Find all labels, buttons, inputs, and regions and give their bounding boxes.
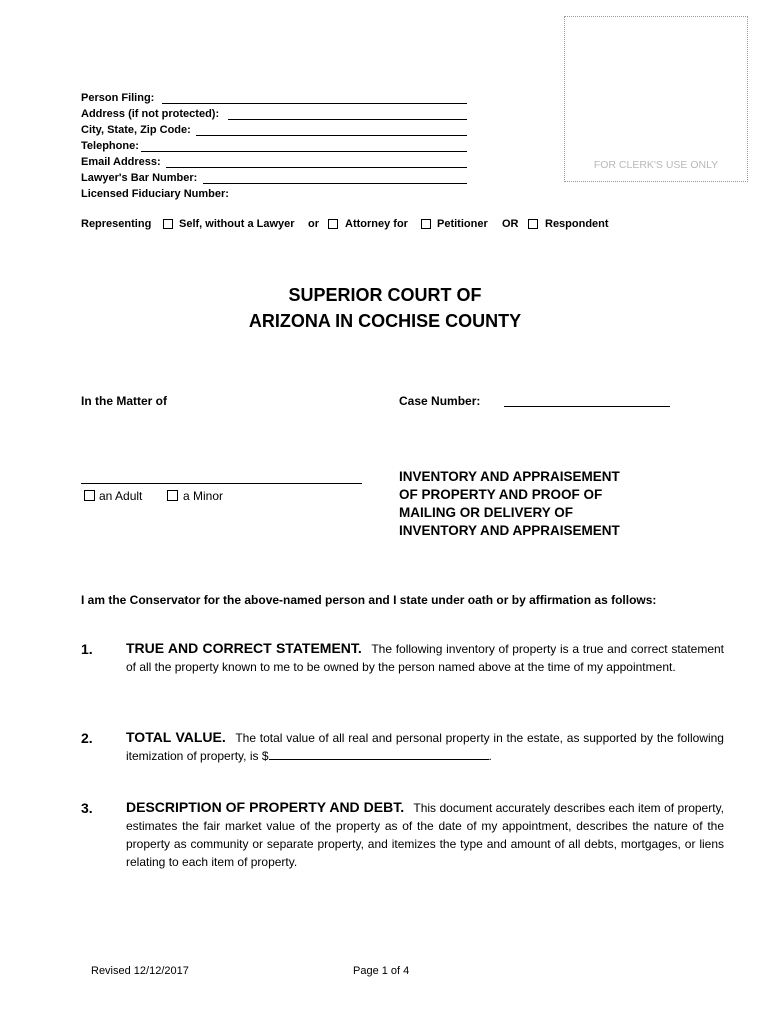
document-title-line: INVENTORY AND APPRAISEMENT xyxy=(399,469,620,484)
clerk-use-label: FOR CLERK'S USE ONLY xyxy=(593,159,719,171)
telephone-label: Telephone: xyxy=(81,140,139,152)
section-number: 1. xyxy=(81,641,93,657)
fiduciary-number-label: Licensed Fiduciary Number: xyxy=(81,188,229,200)
section-text: This document accurately describes each item of property, estimates the fair market value of the property as of the date of my appointment, describes the nature of the property as community or separate property, and itemizes the type and amount of all debts, mortgages, or liens relating to each item of property. xyxy=(126,801,725,869)
section-heading: TOTAL VALUE. xyxy=(126,729,226,745)
section-number: 2. xyxy=(81,730,93,746)
address-label: Address (if not protected): xyxy=(81,108,220,120)
section-heading: DESCRIPTION OF PROPERTY AND DEBT. xyxy=(126,799,405,815)
bar-number-label: Lawyer's Bar Number: xyxy=(81,172,198,184)
petitioner-checkbox[interactable] xyxy=(421,219,431,229)
representing-label: Representing xyxy=(81,218,152,230)
or-label: or xyxy=(308,218,319,230)
matter-name-field[interactable] xyxy=(81,483,362,484)
city-state-zip-field[interactable] xyxy=(196,135,467,136)
address-field[interactable] xyxy=(228,119,467,120)
section-text: The following inventory of property is a true and correct statement of all the property known to me to be owned by the person named above at the time of my appointment. xyxy=(126,642,725,674)
petitioner-label: Petitioner xyxy=(437,218,488,230)
city-state-zip-label: City, State, Zip Code: xyxy=(81,124,191,136)
respondent-checkbox[interactable] xyxy=(528,219,538,229)
attorney-checkbox[interactable] xyxy=(328,219,338,229)
total-value-field[interactable] xyxy=(269,747,489,760)
in-the-matter-label: In the Matter of xyxy=(81,394,167,408)
attorney-label: Attorney for xyxy=(345,218,408,230)
section-true-and-correct xyxy=(126,639,724,676)
conservator-statement: I am the Conservator for the above-named person and I state under oath or by affirmation as follows: xyxy=(81,593,657,607)
person-filing-label: Person Filing: xyxy=(81,92,155,104)
bar-number-field[interactable] xyxy=(203,183,467,184)
section-description xyxy=(126,798,724,871)
respondent-label: Respondent xyxy=(545,218,609,230)
section-text: The total value of all real and personal property in the estate, as supported by the following itemization of property, is $ xyxy=(126,731,724,763)
document-title xyxy=(399,468,620,540)
email-field[interactable] xyxy=(166,167,467,168)
court-title-line2: ARIZONA IN COCHISE COUNTY xyxy=(248,311,522,331)
document-title-line: MAILING OR DELIVERY OF xyxy=(399,505,574,520)
self-checkbox[interactable] xyxy=(163,219,173,229)
adult-checkbox[interactable] xyxy=(84,490,95,501)
minor-checkbox[interactable] xyxy=(167,490,178,501)
email-label: Email Address: xyxy=(81,156,161,168)
person-filing-field[interactable] xyxy=(162,103,467,104)
or-caps-label: OR xyxy=(502,218,519,230)
minor-label: a Minor xyxy=(183,489,224,503)
case-number-field[interactable] xyxy=(504,406,670,407)
section-text-end: . xyxy=(488,749,492,763)
document-title-line: OF PROPERTY AND PROOF OF xyxy=(399,487,603,502)
revised-date: Revised 12/12/2017 xyxy=(91,965,189,977)
adult-label: an Adult xyxy=(99,489,143,503)
self-label: Self, without a Lawyer xyxy=(179,218,295,230)
telephone-field[interactable] xyxy=(141,151,467,152)
page-number: Page 1 of 4 xyxy=(353,965,410,977)
document-title-line: INVENTORY AND APPRAISEMENT xyxy=(399,523,620,538)
section-number: 3. xyxy=(81,800,93,816)
clerk-use-box xyxy=(564,16,748,182)
section-total-value xyxy=(126,728,724,765)
section-heading: TRUE AND CORRECT STATEMENT. xyxy=(126,640,362,656)
case-number-label: Case Number: xyxy=(399,394,481,408)
court-title-line1: SUPERIOR COURT OF xyxy=(288,285,482,305)
